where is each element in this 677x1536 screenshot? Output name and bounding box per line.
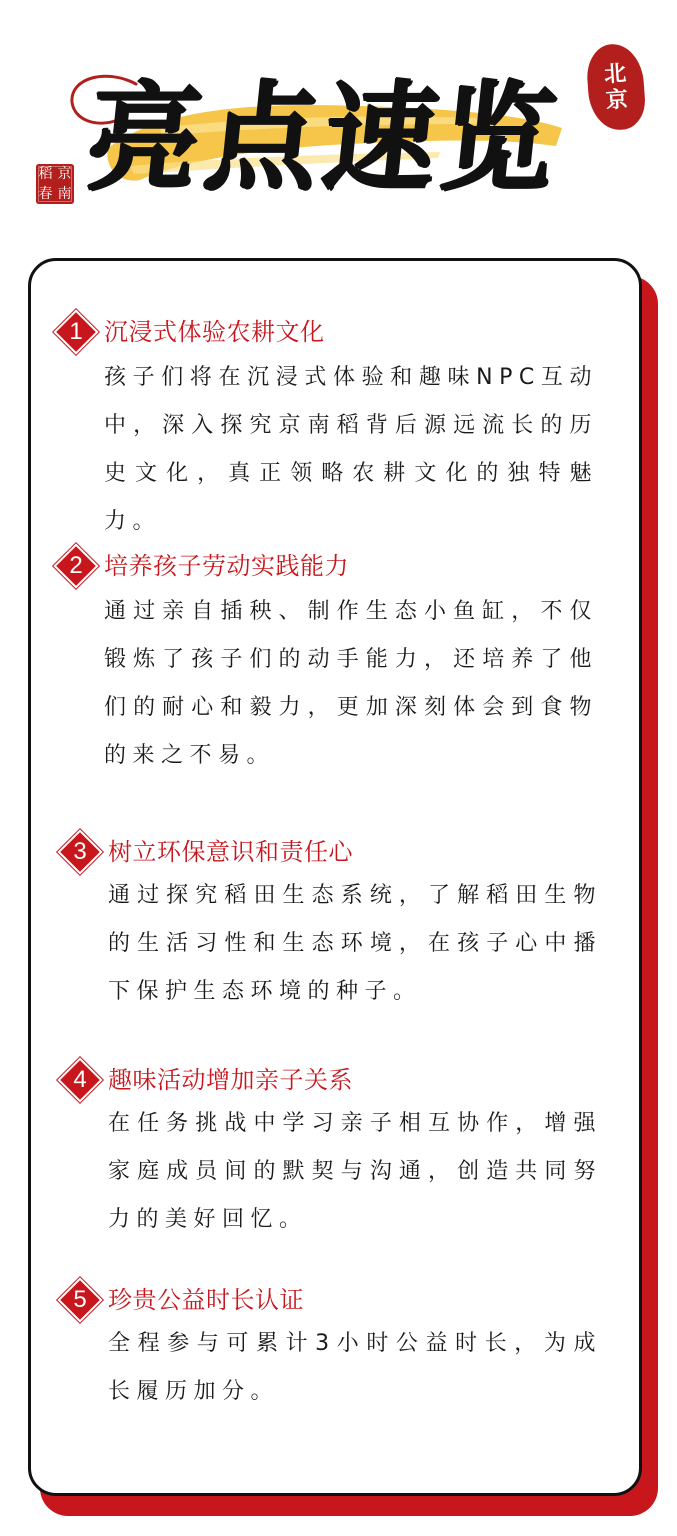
badge-number: 4	[73, 1066, 87, 1093]
highlight-item-1	[56, 312, 616, 534]
number-badge-icon	[56, 312, 96, 352]
item-description: 通过亲自插秧、制作生态小鱼缸，不仅锻炼了孩子们的动手能力，还培养了他们的耐心和毅力，更加深刻体会到食物的来之不易。	[104, 599, 598, 768]
highlight-item-2	[56, 546, 616, 786]
number-badge-icon	[60, 1280, 100, 1320]
badge-number: 3	[73, 838, 87, 865]
seal-stamp-jingnan	[36, 164, 74, 204]
item-title: 趣味活动增加亲子关系	[108, 1066, 353, 1094]
number-badge-icon	[60, 832, 100, 872]
header	[0, 0, 677, 240]
highlight-item-3	[60, 832, 620, 1022]
seal-char: 稻	[38, 166, 53, 182]
item-title: 培养孩子劳动实践能力	[104, 552, 349, 580]
item-description: 全程参与可累计3小时公益时长，为成长履历加分。	[108, 1331, 602, 1404]
seal-char: 北	[603, 60, 627, 88]
item-title: 珍贵公益时长认证	[108, 1286, 304, 1314]
seal-char: 京	[57, 166, 72, 182]
seal-stamp-beijing	[585, 42, 647, 132]
item-description: 通过探究稻田生态系统，了解稻田生物的生活习性和生态环境，在孩子心中播下保护生态环境的种子。	[108, 883, 602, 1004]
number-badge-icon	[60, 1060, 100, 1100]
page-title: 亮点速览	[80, 68, 568, 207]
item-description: 孩子们将在沉浸式体验和趣味NPC互动中，深入探究京南稻背后源远流长的历史文化，真正领略农耕文化的独特魅力。	[104, 365, 598, 534]
badge-number: 2	[69, 552, 83, 579]
badge-number: 1	[69, 318, 83, 345]
highlight-item-4	[60, 1060, 620, 1250]
item-title: 树立环保意识和责任心	[108, 838, 353, 866]
item-title: 沉浸式体验农耕文化	[104, 318, 325, 346]
number-badge-icon	[56, 546, 96, 586]
item-description: 在任务挑战中学习亲子相互协作，增强家庭成员间的默契与沟通，创造共同努力的美好回忆。	[108, 1111, 602, 1232]
badge-number: 5	[73, 1286, 87, 1313]
seal-char: 京	[605, 86, 629, 114]
seal-char: 南	[57, 186, 72, 202]
highlight-item-5	[60, 1280, 620, 1430]
seal-char: 春	[38, 186, 53, 202]
